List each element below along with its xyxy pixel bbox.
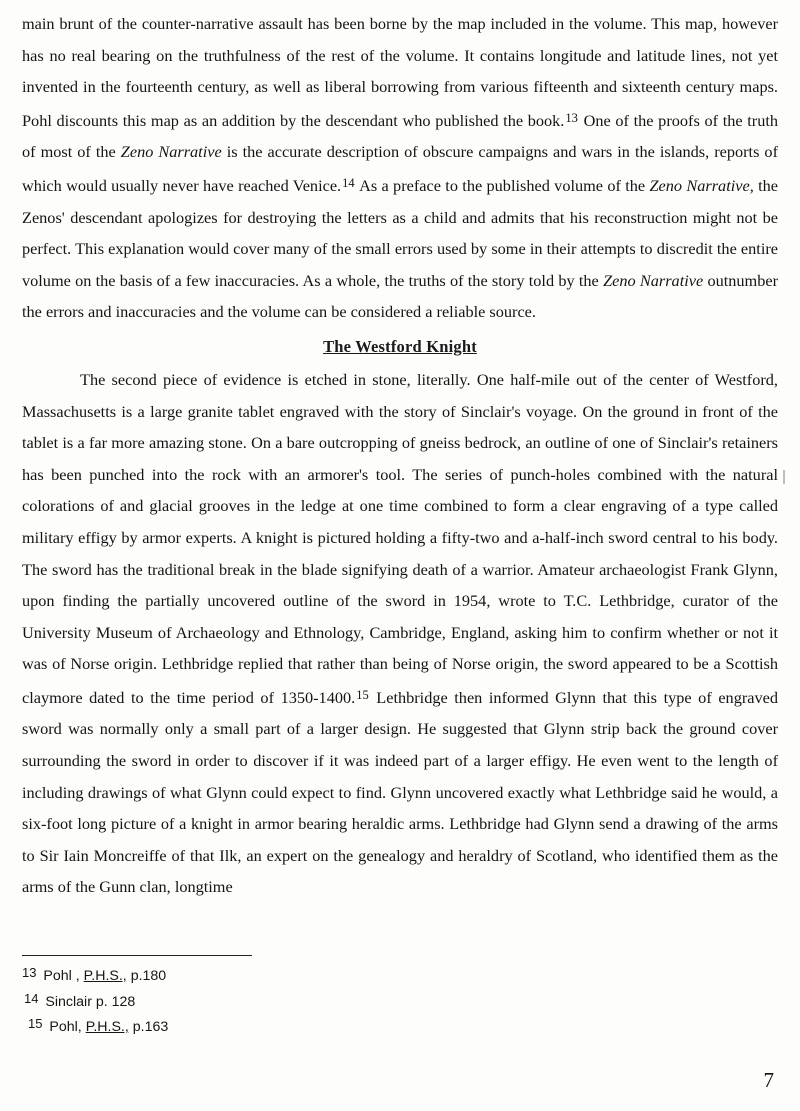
- footnote-item: [22, 962, 522, 988]
- footnote-text: Pohl,: [45, 1019, 86, 1035]
- scan-edge-mark: [783, 470, 785, 484]
- footnote-number: 15: [28, 1016, 43, 1031]
- title-zeno-narrative: Zeno Narrative,: [649, 175, 754, 195]
- document-body: [22, 8, 778, 903]
- footnote-item: [22, 1013, 522, 1039]
- footnote-item: [22, 988, 522, 1014]
- text-run: As a preface to the published volume of the: [355, 175, 650, 195]
- footnote-separator: [22, 955, 252, 956]
- text-run: is the accurate description of obscure campaigns and wars in the islands, reports of which would usually never have reached Venice.: [22, 142, 778, 195]
- paragraph-westford-knight: [22, 364, 778, 903]
- text-run: the Zenos' descendant apologizes for destroying the letters as a child and admits that his reconstruction might not be perfect. This explanation would cover many of the small errors used by some in their attempts to discredit the entire volume on the basis of a few inaccuracies. As a whole, the truths of the story told by the: [22, 175, 779, 290]
- title-zeno-narrative: Zeno Narrative: [603, 270, 704, 290]
- footnote-marker-15: 15: [356, 687, 369, 702]
- footnote-marker-13: 13: [565, 110, 578, 125]
- text-run: Lethbridge then informed Glynn that this type of engraved sword was normally only a small part of a larger design. He suggested that Glynn strip back the ground cover surrounding the sword in order to discover if it was indeed part of a larger effigy. He even went to the length of including drawings of what Glynn could expect to find. Glynn uncovered exactly what Lethbridge said he would, a six-foot long picture of a knight in armor bearing heraldic arms. Lethbridge had Glynn send a drawing of the arms to Sir Iain Moncreiffe of that Ilk, an expert on the genealogy and heraldry of Scotland, who identified them as the arms of the Gunn clan, longtime: [22, 687, 778, 897]
- footnote-page: p.163: [128, 1019, 169, 1035]
- title-zeno-narrative: Zeno Narrative: [120, 142, 222, 162]
- footnote-text: Pohl ,: [39, 968, 84, 984]
- page-number: 7: [763, 1068, 774, 1092]
- section-heading: The Westford Knight: [323, 336, 477, 356]
- text-run: main brunt of the counter-narrative assault has been borne by the map included in the volume. This map, however has no real bearing on the truthfulness of the rest of the volume. It contains longitude and latitude lines, not yet invented in the fourteenth century, as well as liberal borrowing from various fifteenth and sixteenth century maps. Pohl discounts this map as an addition by the descendant who published the book.: [22, 14, 778, 130]
- footnote-source: P.H.S.,: [85, 1019, 129, 1035]
- footnote-number: 13: [22, 965, 37, 980]
- text-run: One of the proofs of the truth of most of the: [22, 110, 779, 162]
- footnote-list: [22, 962, 522, 1039]
- text-run: The second piece of evidence is etched in stone, literally. One half-mile out of the center of Westford, Massachusetts is a large granite tablet engraved with the story of Sinclair's voyage. On the ground in front of the tablet is a far more amazing stone. On a bare outcropping of gneiss bedrock, an outline of one of Sinclair's retainers has been punched into the rock with an armorer's tool. The series of punch-holes combined with the natural colorations of and glacial grooves in the ledge at one time combined to form a clear engraving of a type called military effigy by armor experts. A knight is pictured holding a fifty-two and a-half-inch sword central to his body. The sword has the traditional break in the blade signifying death of a warrior. Amateur archaeologist Frank Glynn, upon finding the partially uncovered outline of the sword in 1954, wrote to T.C. Lethbridge, curator of the University Museum of Archaeology and Ethnology, Cambridge, England, asking him to confirm whether or not it was of Norse origin. Lethbridge replied that rather than being of Norse origin, the sword appeared to be a Scottish claymore dated to the time period of 1350-1400.: [22, 369, 778, 707]
- footnote-page: p.180: [126, 968, 167, 984]
- footnote-marker-14: 14: [342, 175, 355, 190]
- paragraph-zeno-narrative: [22, 8, 778, 328]
- section-heading-wrap: [22, 332, 778, 362]
- text-run: outnumber the errors and inaccuracies and the volume can be considered a reliable source.: [22, 270, 779, 322]
- footnote-text: Sinclair p. 128: [41, 993, 136, 1010]
- footnote-source: P.H.S.,: [83, 968, 127, 984]
- footnote-number: 14: [24, 990, 39, 1006]
